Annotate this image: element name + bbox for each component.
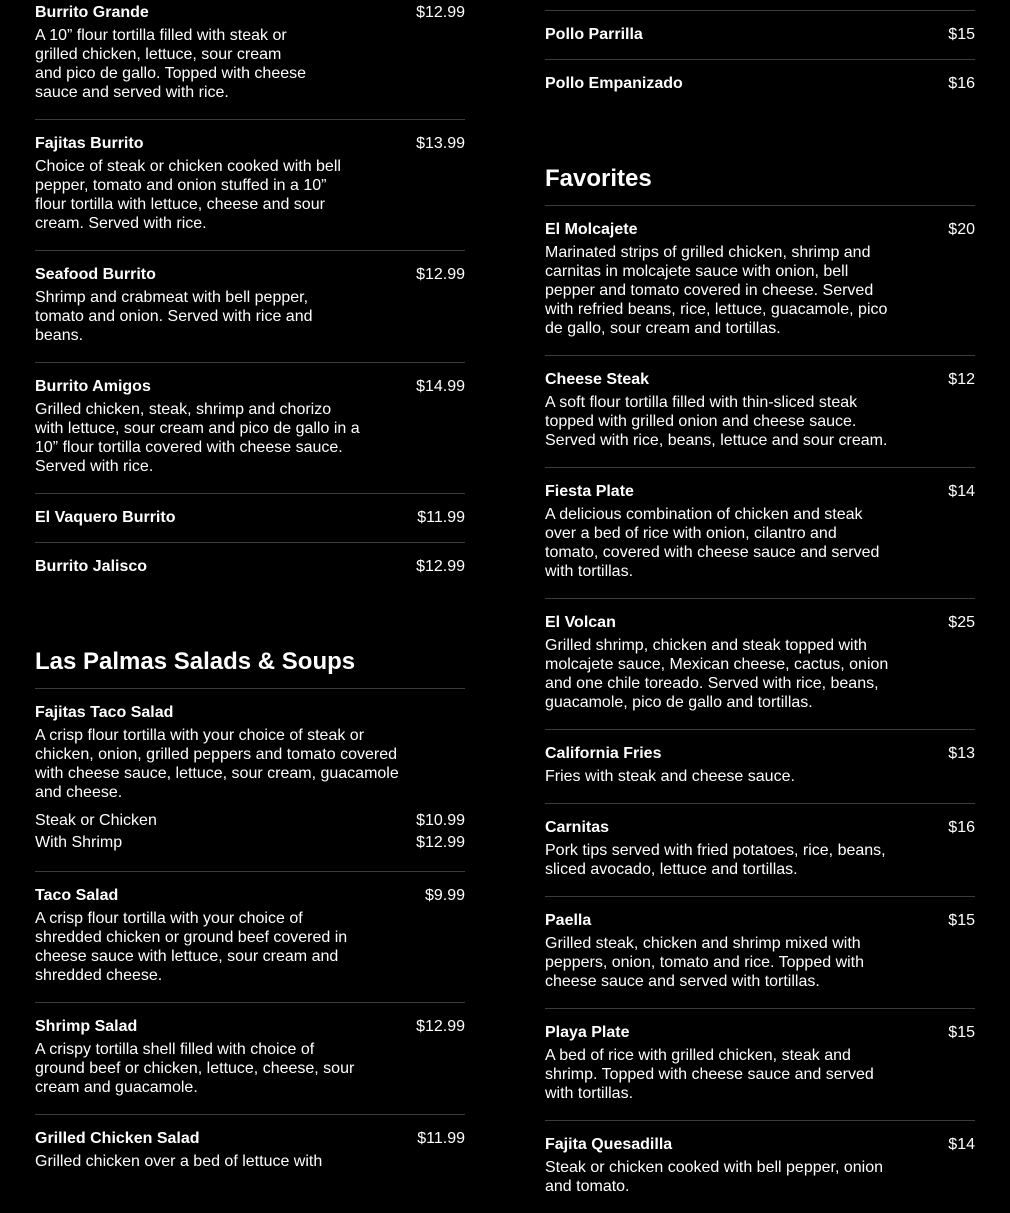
item-description: Grilled chicken, steak, shrimp and chorizo with lettuce, sour cream and pico de gallo in a 10” flour tortilla covered with cheese sauce. Served with rice. [35,401,360,475]
menu-item [35,362,465,493]
menu-item [35,1114,465,1188]
item-price: $15 [948,912,975,929]
item-description: Grilled chicken over a bed of lettuce with [35,1153,323,1170]
item-name: Burrito Amigos [35,378,151,395]
item-name: California Fries [545,745,662,762]
item-name: Fajita Quesadilla [545,1136,673,1153]
item-description: A 10” flour tortilla filled with steak or grilled chicken, lettuce, sour cream and pico de gallo. Topped with cheese sauce and served with rice. [35,27,307,101]
section-title: Las Palmas Salads & Soups [35,648,356,675]
item-name: Taco Salad [35,887,119,904]
item-price: $12.99 [416,266,465,283]
item-description: Grilled steak, chicken and shrimp mixed with peppers, onion, tomato and rice. Topped with cheese sauce and served with tortillas. [545,935,865,990]
item-name: Pollo Empanizado [545,75,683,92]
menu-item [545,1008,975,1120]
item-description: A soft flour tortilla filled with thin-sliced steak topped with grilled onion and cheese sauce. Served with rice, beans, lettuce and sour cream. [545,394,888,449]
item-description: Pork tips served with fried potatoes, rice, beans, sliced avocado, lettuce and tortillas. [545,842,886,878]
menu-item [35,542,465,591]
item-name: Grilled Chicken Salad [35,1130,200,1147]
item-description: Marinated strips of grilled chicken, shrimp and carnitas in molcajete sauce with onion, bell pepper and tomato covered in cheese. Served with refried beans, rice, lettuce, guacamole, pico de gallo, sour cream and tortillas. [545,244,888,337]
item-price: $15 [948,26,975,43]
item-name: Pollo Parrilla [545,26,643,43]
item-price: $11.99 [417,509,465,526]
item-price: $16 [948,819,975,836]
item-name: El Molcajete [545,221,638,238]
menu-item [545,205,975,355]
item-description: A bed of rice with grilled chicken, steak and shrimp. Topped with cheese sauce and served with tortillas. [545,1047,874,1102]
item-description: A crisp flour tortilla with your choice of steak or chicken, onion, grilled peppers and tomato covered with cheese sauce, lettuce, sour cream, guacamole and cheese. [35,727,399,801]
item-price: $20 [948,221,975,238]
item-name: Fiesta Plate [545,483,634,500]
item-name: Fajitas Taco Salad [35,704,174,721]
menu-item [35,250,465,362]
menu-item [545,11,975,59]
menu-column-left [35,0,465,1188]
item-description: Choice of steak or chicken cooked with bell pepper, tomato and onion stuffed in a 10” flour tortilla with lettuce, cheese and sour cream. Served with rice. [35,158,341,232]
item-price: $12.99 [416,1018,465,1035]
item-description: Steak or chicken cooked with bell pepper, onion and tomato. [545,1159,883,1195]
item-price: $14 [948,483,975,500]
menu-item [35,1002,465,1114]
item-price: $14 [948,1136,975,1153]
item-name: Playa Plate [545,1024,630,1041]
item-price: $16 [948,75,975,92]
menu-item [35,688,465,871]
item-name: El Vaquero Burrito [35,509,176,526]
menu-item [545,896,975,1008]
item-price: $13 [948,745,975,762]
menu-item [545,1120,975,1213]
item-description: Grilled shrimp, chicken and steak topped with molcajete sauce, Mexican cheese, cactus, onion and one chile toreado. Served with rice, beans, guacamole, pico de gallo and tortillas. [545,637,889,711]
menu-item [545,803,975,896]
item-price: $25 [948,614,975,631]
price-variants [35,810,465,854]
menu-item-divider [545,0,975,11]
item-name: Paella [545,912,592,929]
item-price: $14.99 [416,378,465,395]
menu-item [545,598,975,729]
item-price: $12 [948,371,975,388]
item-name: Cheese Steak [545,371,650,388]
variant-price: $12.99 [416,834,465,851]
variant-label: Steak or Chicken [35,812,157,829]
menu-item [35,871,465,1002]
item-description: A crisp flour tortilla with your choice of shredded chicken or ground beef covered in cheese sauce with lettuce, sour cream and shredded cheese. [35,910,348,984]
item-description: A crispy tortilla shell filled with choice of ground beef or chicken, lettuce, cheese, sour cream and guacamole. [35,1041,355,1096]
menu-column-right [545,0,975,1213]
item-name: Shrimp Salad [35,1018,138,1035]
item-name: Burrito Grande [35,4,149,21]
variant-price: $10.99 [416,812,465,829]
item-description: Fries with steak and cheese sauce. [545,768,795,785]
item-name: Carnitas [545,819,610,836]
item-description: A delicious combination of chicken and steak over a bed of rice with onion, cilantro and tomato, covered with cheese sauce and served with tortillas. [545,506,880,580]
price-variant [35,810,465,832]
menu-item [35,0,465,119]
item-price: $13.99 [416,135,465,152]
item-description: Shrimp and crabmeat with bell pepper, tomato and onion. Served with rice and beans. [35,289,313,344]
item-name: El Volcan [545,614,616,631]
item-price: $9.99 [424,887,465,904]
menu-item [545,467,975,598]
item-price: $15 [948,1024,975,1041]
menu-item [545,355,975,467]
menu-item [545,729,975,803]
section-title: Favorites [545,165,652,192]
price-variant [35,832,465,854]
item-price: $11.99 [417,1130,465,1147]
item-price: $12.99 [416,4,465,21]
menu-item [35,119,465,250]
item-price: $12.99 [416,558,465,575]
menu-item [545,59,975,108]
item-name: Seafood Burrito [35,266,156,283]
menu-item [35,493,465,542]
item-name: Burrito Jalisco [35,558,148,575]
item-name: Fajitas Burrito [35,135,144,152]
variant-label: With Shrimp [35,834,123,851]
